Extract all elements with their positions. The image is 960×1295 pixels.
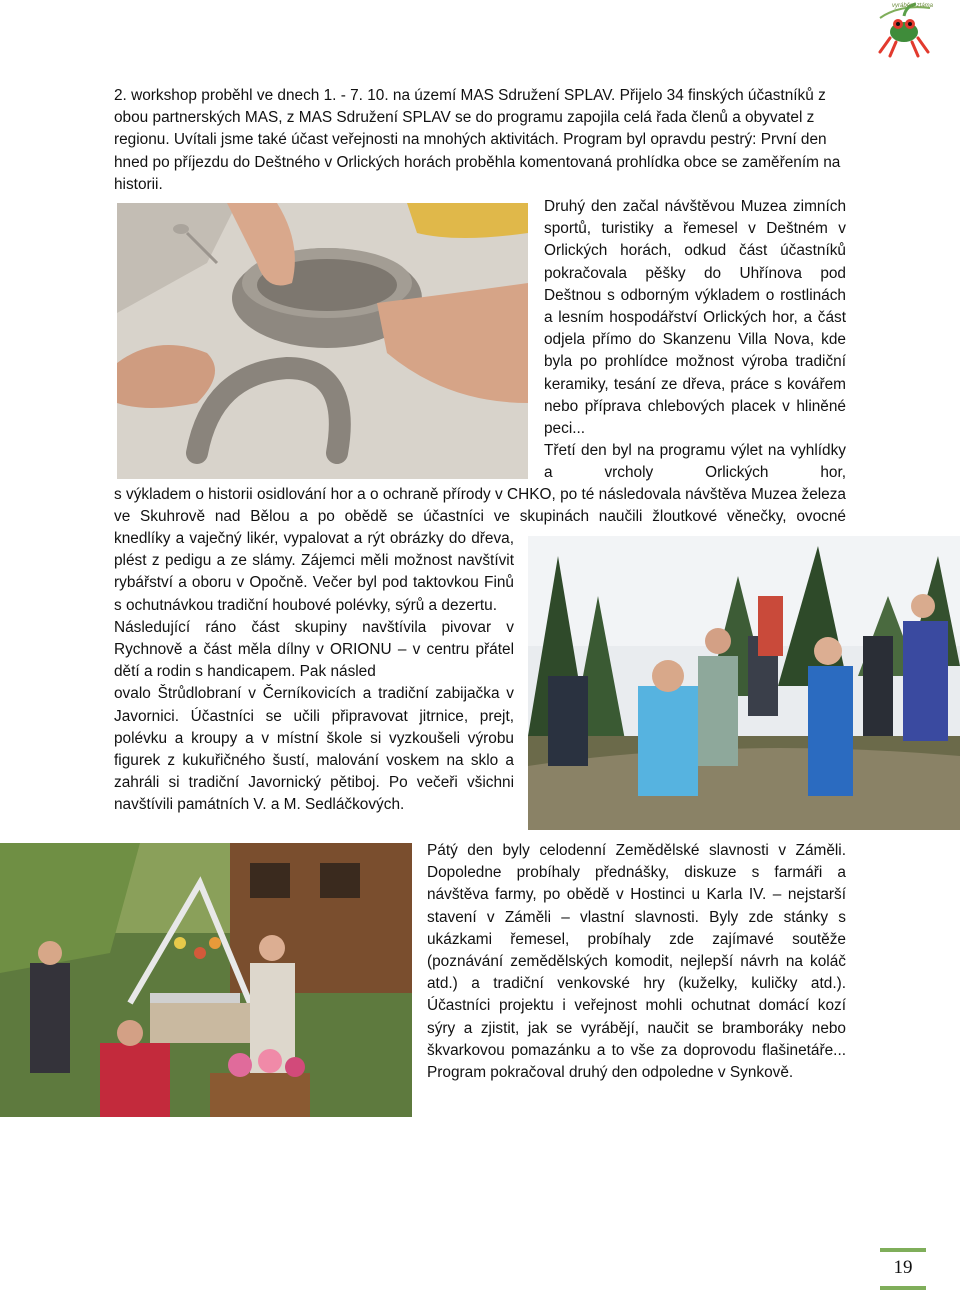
logo-text: vyrábění ztáma	[892, 3, 934, 9]
day-three-paragraph-start: Třetí den byl na programu výlet na vyhlídky a vrcholy Orlických hor,	[544, 442, 846, 482]
intro-paragraph: 2. workshop proběhl ve dnech 1. - 7. 10. na území MAS Sdružení SPLAV. Přijelo 34 finských účastníků z obou partnerských MAS, z MAS Sdružení SPLAV se do programu zapojila celá řada členů a obyvatel z regionu. Uvítali jsme také účast veřejnosti na mnohých aktivitách. Program byl opravdu pestrý: První den hned po příjezdu do Deštného v Orlických horách proběhla komentovaná prohlídka obce se zaměřením na historii.	[114, 87, 841, 193]
day-four-paragraph-a: Následující ráno část skupiny navštívila pivovar v Rychnově a část měla dílny v ORIONU – v centru přátel dětí a rodin s handicapem. Pak násled	[114, 618, 514, 681]
hiking-group-photo	[528, 536, 960, 830]
day-four-paragraph-b: ovalo Štrůdlobraní v Černíkovicích a tradiční zabijačka v Javornici. Účastníci se učili připravovat jitrnice, prejt, polévku a kroupy a v místní škole si vyzkoušeli výrobu figurek z kukuřičného šustí, malování voskem na sklo a zahráli si tradiční Javornický pětiboj. Po večeři všichni navštívili památních V. a M. Sedláčkových.	[114, 685, 514, 814]
day-two-paragraph: Druhý den začal návštěvou Muzea zimních sportů, turistiky a řemesel v Deštném v Orlických horách, odkud část účastníků pokračovala pěšky do Uhřínova pod Deštnou s odborným výkladem o rostlinách a lesním hospodářství Orlických hor, a část odjela přímo do Skanzenu Villa Nova, kde byla po prohlídce možnost výroba tradiční keramiky, tesání ze dřeva, práce s kovářem nebo příprava chlebových placek v hliněné peci...	[544, 198, 846, 438]
day-three-workshops-paragraph: knedlíky a vaječný likér, vypalovat a rýt obrázky do dřeva, plést z pedigu a ze slámy. Zájemci měli možnost navštívit rybářství a oboru v Opočně. Večer byl pod taktovkou Finů s ochutnávkou tradiční houbové polévky, sýrů a dezertu.	[114, 530, 514, 614]
page-number: 19	[880, 1248, 926, 1290]
market-festival-photo	[0, 843, 412, 1117]
day-five-paragraph: Pátý den byly celodenní Zemědělské slavnosti v Záměli. Dopoledne probíhaly přednášky, diskuze s farmáři a návštěva farmy, po obědě v Hostinci u Karla IV. – nejstarší stavení v Záměli – vlastní slavnosti. Byly zde stánky s ukázkami řemesel, probíhaly zde zajímavé soutěže (poznávání zemědělských komodit, nejlepší návrh na koláč atd.) a tradiční venkovské hry (kuželky, kuličky atd.). Účastníci projektu i veřejnost mohli ochutnat domácí kozí sýry a zjistit, jak se vyrábějí, naučit se bramboráky nebo škvarkovou pomazánku a to vše za doprovodu flašinetáře... Program pokračoval druhý den odpoledne v Synkově.	[427, 842, 846, 1082]
frog-logo-icon	[870, 2, 940, 60]
pottery-photo	[117, 203, 528, 479]
day-three-paragraph-cont: s výkladem o historii osidlování hor a o ochraně přírody v CHKO, po té následovala návštěva Muzea železa ve Skuhrově nad Bělou a po obědě se účastníci ve skupinách naučili žloutkové věnečky, ovocné	[114, 486, 846, 526]
